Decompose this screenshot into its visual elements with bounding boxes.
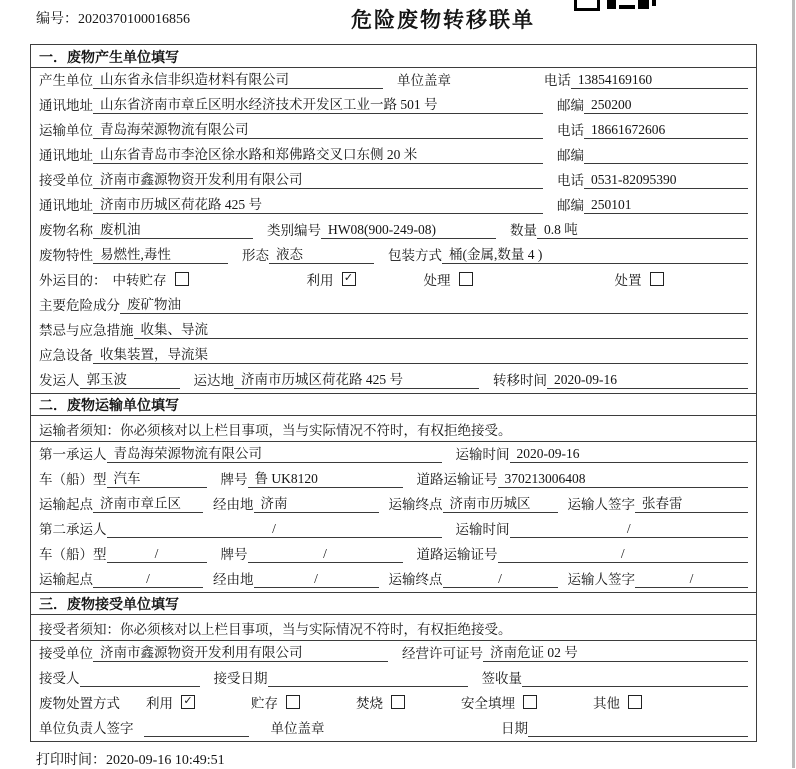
disposal-option-incinerate-label: 焚烧 [356, 696, 383, 711]
section-receiver-header: 三．废物接受单位填写 [31, 592, 756, 615]
second-carrier-label: 第二承运人 [39, 522, 107, 537]
packing-method-label: 包装方式 [388, 248, 442, 263]
dispatcher-row [31, 368, 756, 393]
serial-number-value: 2020370100016856 [78, 12, 190, 27]
road-license-label: 道路运输证号 [416, 472, 498, 487]
transport-time2-value: / [510, 521, 749, 538]
transporter-zip-label: 邮编 [557, 148, 584, 163]
destination-value: 济南市历城区荷花路 425 号 [234, 368, 479, 389]
receiver-address-label: 通讯地址 [39, 198, 93, 213]
accepting-unit-label: 接受单位 [39, 646, 93, 661]
receiver-unit-value: 济南市鑫源物资开发利用有限公司 [93, 168, 543, 189]
destination-label: 运达地 [193, 373, 234, 388]
waste-traits-label: 废物特性 [39, 248, 93, 263]
receiver-notice: 接受者须知：你必须核对以上栏目事项，当与实际情况不符时，有权拒绝接受。 [31, 615, 756, 641]
waste-qty-value: 0.8 吨 [537, 218, 748, 239]
signed-quantity-value [522, 671, 748, 687]
responsible-signature-label: 单位负责人签字 [39, 721, 134, 736]
route2-start-value: / [93, 571, 203, 588]
plate-number-value: 鲁 UK8120 [248, 467, 403, 488]
page-title: 危险废物转移联单 [351, 8, 535, 32]
disposal-option-utilize-label: 利用 [146, 696, 173, 711]
dispatcher-label: 发运人 [39, 373, 80, 388]
purpose-option-utilize-label: 利用 [306, 273, 334, 288]
producer-phone-label: 电话 [543, 73, 571, 88]
responsible-signature-value [144, 721, 249, 737]
carrier-signature-value: 张春雷 [635, 492, 748, 513]
receiver-zip-value: 250101 [584, 197, 748, 214]
emergency-equipment-row [31, 343, 756, 368]
accept-date-label: 接受日期 [213, 671, 268, 686]
carrier2-signature-value: / [635, 571, 748, 588]
route-end-value: 济南市历城区 [443, 492, 558, 513]
transporter-address-value: 山东省青岛市李沧区徐水路和郑佛路交叉口东侧 20 米 [93, 143, 543, 164]
signed-quantity-label: 签收量 [481, 671, 522, 686]
waste-name-value: 废机油 [93, 218, 253, 239]
disposal-option-storage [251, 692, 300, 712]
disposal-option-landfill [461, 692, 537, 712]
producer-phone-value: 13854169160 [571, 72, 748, 89]
waste-traits-value: 易燃性,毒性 [93, 243, 228, 264]
serial-number-label: 编号： [36, 12, 78, 27]
taboo-measures-value: 收集、导流 [134, 318, 749, 339]
transporter-unit-value: 青岛海荣源物流有限公司 [93, 118, 543, 139]
receiver-zip-label: 邮编 [557, 198, 584, 213]
disposal-method-label: 废物处置方式 [39, 696, 120, 711]
purpose-option-transfer-storage-label: 中转贮存 [112, 273, 167, 288]
accepting-unit-row [31, 641, 756, 666]
receive-date-value [528, 721, 748, 737]
transporter-unit-label: 运输单位 [39, 123, 93, 138]
print-time-value: 2020-09-16 10:49:51 [106, 753, 225, 768]
carrier2-signature-label: 运输人签字 [567, 572, 635, 587]
checkbox-unchecked-icon[interactable] [650, 272, 664, 286]
transporter-zip-value [584, 148, 748, 164]
transporter-address-row [31, 143, 756, 168]
emergency-equipment-label: 应急设备 [39, 348, 93, 363]
purpose-option-treat [424, 269, 473, 289]
disposal-option-other-label: 其他 [593, 696, 620, 711]
operating-license-label: 经营许可证号 [402, 646, 483, 661]
dispatcher-value: 郭玉波 [80, 368, 180, 389]
acceptor-value [80, 671, 200, 687]
checkbox-mark: ✓ [183, 695, 193, 707]
packing-method-value: 桶(金属,数量 4 ) [442, 243, 748, 264]
checkbox-mark: ✓ [343, 272, 354, 284]
transfer-purpose-label: 外运目的： [39, 273, 107, 288]
receiver-seal-label: 单位盖章 [270, 721, 325, 736]
receiver-phone-value: 0531-82095390 [584, 172, 748, 189]
road-license2-label: 道路运输证号 [416, 547, 498, 562]
print-time-label: 打印时间： [36, 753, 106, 768]
qr-block-icon [574, 0, 600, 11]
checkbox-unchecked-icon[interactable] [459, 272, 473, 286]
manifest-form [30, 44, 757, 742]
producer-address-label: 通讯地址 [39, 98, 93, 113]
taboo-measures-label: 禁忌与应急措施 [39, 323, 134, 338]
waste-qty-label: 数量 [510, 223, 537, 238]
accept-date-value [268, 671, 468, 687]
waste-traits-row [31, 243, 756, 268]
vehicle1-row [31, 467, 756, 492]
first-carrier-label: 第一承运人 [39, 447, 107, 462]
transporter-unit-row [31, 118, 756, 143]
hazard-component-label: 主要危险成分 [39, 298, 120, 313]
checkbox-unchecked-icon[interactable] [175, 272, 189, 286]
acceptor-label: 接受人 [39, 671, 80, 686]
producer-unit-row [31, 68, 756, 93]
print-time-line [36, 749, 225, 769]
purpose-option-dispose-label: 处置 [614, 273, 642, 288]
checkbox-unchecked-icon[interactable] [523, 695, 537, 709]
producer-unit-value: 山东省永信非织造材料有限公司 [93, 68, 383, 89]
first-carrier-value: 青岛海荣源物流有限公司 [107, 442, 442, 463]
route2-end-value: / [443, 571, 558, 588]
route2-start-label: 运输起点 [39, 572, 93, 587]
transfer-time-value: 2020-09-16 [547, 372, 748, 389]
checkbox-unchecked-icon[interactable] [628, 695, 642, 709]
carrier-signature-label: 运输人签字 [567, 497, 635, 512]
receiver-address-row [31, 193, 756, 218]
section-transport-header: 二．废物运输单位填写 [31, 393, 756, 416]
disposal-method-row [31, 691, 756, 716]
unit-seal-label: 单位盖章 [397, 73, 451, 88]
transporter-address-label: 通讯地址 [39, 148, 93, 163]
transport-time2-label: 运输时间 [455, 522, 510, 537]
route1-row [31, 492, 756, 517]
qr-code-fragment [574, 0, 656, 11]
hazard-component-row [31, 293, 756, 318]
producer-address-value: 山东省济南市章丘区明水经济技术开发区工业一路 501 号 [93, 93, 543, 114]
route-via-label: 经由地 [213, 497, 254, 512]
vehicle-type2-label: 车（船）型 [39, 547, 107, 562]
qr-block-icon [638, 0, 649, 9]
producer-address-row [31, 93, 756, 118]
acceptor-row [31, 666, 756, 691]
plate-number2-label: 牌号 [220, 547, 248, 562]
checkbox-unchecked-icon[interactable] [391, 695, 405, 709]
waste-form-label: 形态 [242, 248, 269, 263]
transfer-purpose-row [31, 268, 756, 293]
receiver-phone-label: 电话 [557, 173, 584, 188]
route-via-value: 济南 [254, 492, 379, 513]
receiver-address-value: 济南市历城区荷花路 425 号 [93, 193, 543, 214]
purpose-option-utilize [307, 269, 356, 289]
route2-row [31, 567, 756, 592]
second-carrier-row [31, 517, 756, 542]
producer-unit-label: 产生单位 [39, 73, 93, 88]
taboo-measures-row [31, 318, 756, 343]
qr-block-icon [619, 5, 635, 9]
waste-name-label: 废物名称 [39, 223, 93, 238]
purpose-option-treat-label: 处理 [423, 273, 451, 288]
responsible-signature-row [31, 716, 756, 741]
route-start-value: 济南市章丘区 [93, 492, 203, 513]
checkbox-unchecked-icon[interactable] [286, 695, 300, 709]
receiver-unit-row [31, 168, 756, 193]
transport-time-value: 2020-09-16 [510, 446, 749, 463]
receiver-unit-label: 接受单位 [39, 173, 93, 188]
purpose-option-transfer-storage [113, 269, 189, 289]
receive-date-label: 日期 [501, 721, 528, 736]
disposal-option-other [593, 692, 642, 712]
route-end-label: 运输终点 [388, 497, 443, 512]
disposal-option-landfill-label: 安全填埋 [461, 696, 515, 711]
plate-number2-value: / [248, 546, 403, 563]
route2-via-value: / [254, 571, 379, 588]
vehicle2-row [31, 542, 756, 567]
route-start-label: 运输起点 [39, 497, 93, 512]
transporter-phone-label: 电话 [557, 123, 584, 138]
waste-code-value: HW08(900-249-08) [321, 222, 496, 239]
plate-number-label: 牌号 [220, 472, 248, 487]
waste-form-value: 液态 [269, 243, 374, 264]
section-producer-header: 一．废物产生单位填写 [31, 45, 756, 68]
disposal-option-storage-label: 贮存 [251, 696, 278, 711]
checkbox-checked-icon[interactable] [342, 272, 356, 286]
road-license-value: 370213006408 [498, 471, 749, 488]
disposal-option-utilize [146, 692, 195, 712]
vehicle-type-value: 汽车 [107, 467, 207, 488]
transporter-notice: 运输者须知：你必须核对以上栏目事项，当与实际情况不符时，有权拒绝接受。 [31, 416, 756, 442]
disposal-option-incinerate [356, 692, 405, 712]
first-carrier-row [31, 442, 756, 467]
producer-zip-value: 250200 [584, 97, 748, 114]
emergency-equipment-value: 收集装置，导流渠 [93, 343, 748, 364]
hazard-component-value: 废矿物油 [120, 293, 748, 314]
purpose-option-dispose [615, 269, 664, 289]
vehicle-type2-value: / [107, 546, 207, 563]
operating-license-value: 济南危证 02 号 [483, 641, 748, 662]
transfer-time-label: 转移时间 [493, 373, 547, 388]
checkbox-checked-icon[interactable] [181, 695, 195, 709]
second-carrier-value: / [107, 521, 442, 538]
transport-time-label: 运输时间 [455, 447, 510, 462]
route2-end-label: 运输终点 [388, 572, 443, 587]
page-right-edge [792, 0, 795, 768]
waste-code-label: 类别编号 [267, 223, 321, 238]
road-license2-value: / [498, 546, 749, 563]
accepting-unit-value: 济南市鑫源物资开发利用有限公司 [93, 641, 388, 662]
qr-block-icon [652, 0, 656, 6]
route2-via-label: 经由地 [213, 572, 254, 587]
producer-zip-label: 邮编 [557, 98, 584, 113]
vehicle-type-label: 车（船）型 [39, 472, 107, 487]
transporter-phone-value: 18661672606 [584, 122, 748, 139]
waste-name-row [31, 218, 756, 243]
qr-block-icon [607, 0, 616, 9]
